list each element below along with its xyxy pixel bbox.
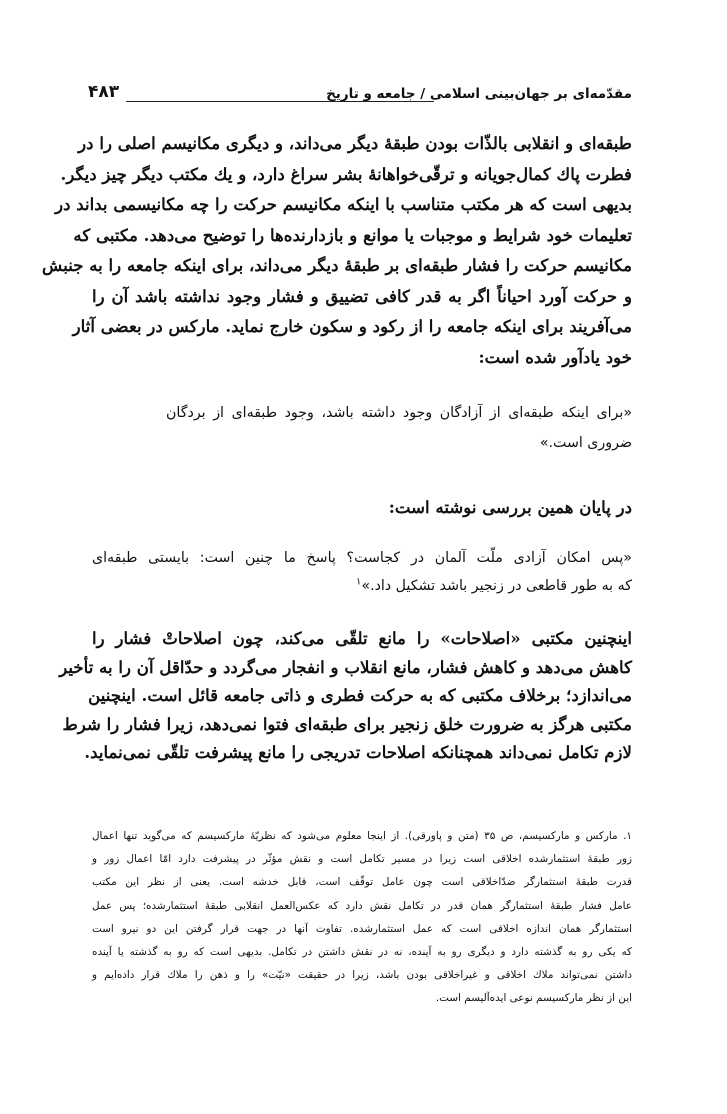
text-line: طبقه‌ای و انقلابی بالذّات بودن طبقهٔ دیگر می‌داند، و دیگری مکانیسم اصلی را در	[78, 133, 632, 153]
text-line: فطرت پاك کمال‌جویانه و ترقّی‌خواهانهٔ بشر سراغ دارد، و یك مکتب دیگر چیز دیگر.	[60, 163, 632, 184]
text-line: در پایان همین بررسی نوشته است:	[388, 497, 632, 517]
footnote-reference[interactable]: ۱	[356, 576, 362, 588]
text-line: لازم تکامل نمی‌داند همچنانکه اصلاحات تدریجی را مانع پیشرفت تلقّی نمی‌نماید.	[84, 742, 632, 762]
text-line: اینچنین مکتبی «اصلاحات» را مانع تلقّی می‌کند، چون اصلاحاتْ فشار را	[92, 628, 632, 648]
footnote-line: عامل فشار طبقهٔ استثمارگر همان قدر در تکامل نقش دارد که عکس‌العمل انقلابی طبقهٔ استثمارشده؛ پس عمل	[92, 899, 632, 912]
text-line: خود یادآور شده است:	[478, 346, 632, 367]
footnote-line: داشتن نمی‌تواند ملاك اخلاقی و غیراخلاقی بودن باشد، زیرا در حقیقت «نیّت» را و ذهن را ملاك قرار داده‌ایم و	[92, 969, 632, 982]
page-header	[88, 80, 632, 110]
text-line: بدیهی است که هر مکتب متناسب با اینکه مکانیسم حرکت را چه مکانیسمی بداند در	[55, 194, 632, 214]
footnote-line: که یکی رو به گذشته دارد و دیگری رو به آینده، نه در نقش داشتن در تکامل. بدیهی است که رو به گذشته یا آینده	[92, 946, 632, 959]
text-line: مکانیسم حرکت را فشار طبقه‌ای بر طبقهٔ دیگر می‌داند، برای اینکه جامعه را به جنبش	[42, 255, 632, 275]
quotation-2	[92, 544, 632, 600]
footnote-line: استثمارگر همان اندازه اخلاقی است که عمل استثمارشده. تفاوت آنها در جهت قرار گرفتن این دو نیرو است	[92, 922, 632, 935]
footnote	[92, 825, 632, 1011]
quotation-intro	[200, 492, 632, 522]
quote-line: «برای اینکه طبقه‌ای از آزادگان وجود داشته باشد، وجود طبقه‌ای از بردگان	[166, 405, 632, 421]
running-title: مقدّمه‌ای بر جهان‌بینی اسلامی / جامعه و تاریخ	[326, 86, 632, 102]
quote-line: «پس امکان آزادی ملّت آلمان در کجاست؟ پاسخ ما چنین است: بایستی طبقه‌ای	[92, 550, 632, 566]
text-line: می‌آفریند برای اینکه جامعه را از رکود و سکون خارج نماید. مارکس در بعضی آثار	[72, 316, 632, 336]
page-number: ۴۸۳	[88, 82, 120, 102]
text-line: و حرکت آورد احیاناً اگر به قدر کافی تضییق و فشار وجود نداشته باشد آن را	[92, 285, 632, 306]
paragraph-1	[42, 128, 632, 372]
text-line: تعلیمات خود شرایط و موجبات یا موانع و بازدارنده‌ها را توضیح می‌دهد. مکتبی که	[73, 224, 632, 245]
quote-text: که به طور قاطعی در زنجیر باشد تشکیل داد.»	[361, 578, 632, 594]
footnote-line: زور طبقهٔ استثمارشده اخلاقی است زیرا در مسیر تکامل است و نقش مؤثّر در پیشرفت دارد امّا اعمال زور و	[92, 853, 632, 866]
quote-line	[92, 572, 632, 600]
footnote-line: این از نظر مارکسیسم نوعی ایده‌آلیسم است.	[435, 992, 632, 1005]
paragraph-2	[59, 624, 632, 767]
text-line: مکتبی هرگز به ضرورت خلق زنجیر برای طبقه‌ای فتوا نمی‌دهد، زیرا فشار را شرط	[62, 713, 632, 734]
quote-line: ضروری است.»	[539, 435, 632, 451]
footnote-line: قدرت طبقهٔ استثمارگر ضدّاخلاقی است چون عامل توقّف است، قابل خدشه است. یعنی از نظر این مکتب	[92, 876, 632, 889]
text-line: می‌اندازد؛ برخلاف مکتبی که به حرکت فطری و ذاتی جامعه قائل است. اینچنین	[88, 685, 632, 705]
text-line: کاهش می‌دهد و کاهش فشار، مانع انقلاب و انفجار می‌گردد و حدّاقل آن را به تأخیر	[59, 656, 632, 677]
header-rule	[126, 101, 434, 102]
footnote-line: ۱. مارکس و مارکسیسم، ص ۳۵ (متن و پاورقی). از اینجا معلوم می‌شود که نظریّهٔ مارکسیسم که می‌گوید تنها اعمال	[92, 830, 632, 842]
quotation-1	[166, 398, 632, 458]
